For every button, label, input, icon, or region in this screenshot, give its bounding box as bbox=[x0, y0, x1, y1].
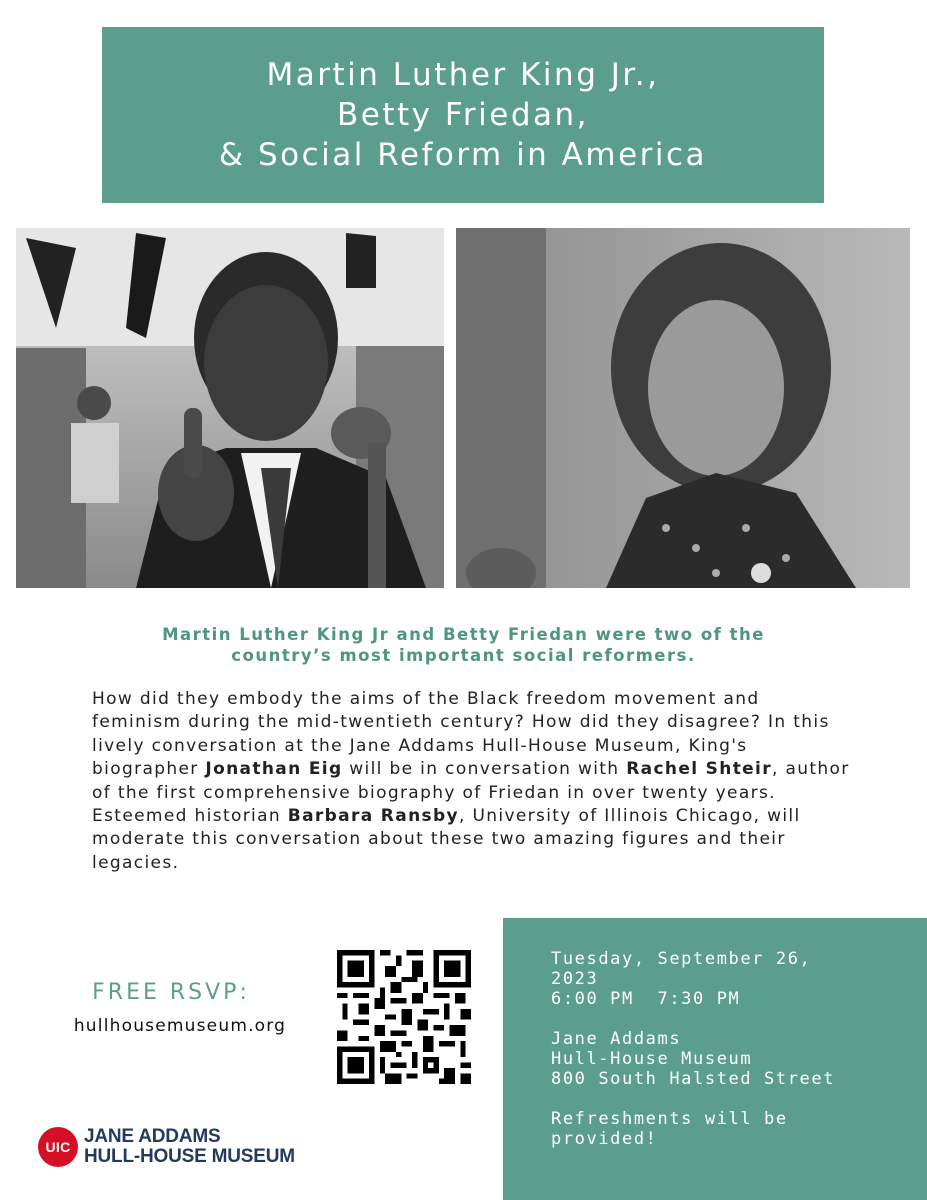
friedan-photo bbox=[456, 228, 910, 588]
logo-line-1: JANE ADDAMS bbox=[84, 1126, 221, 1147]
event-date-line-1: Tuesday, September 26, bbox=[551, 949, 812, 969]
refreshments-note-2: provided! bbox=[551, 1129, 658, 1149]
title-banner bbox=[102, 27, 824, 203]
subhead-line-2: country’s most important social reformers. bbox=[231, 646, 696, 665]
uic-logo-badge: UIC bbox=[38, 1127, 78, 1167]
logo-line-2: HULL-HOUSE MUSEUM bbox=[84, 1146, 295, 1167]
desc-part-1: How did they embody the aims of the Black freedom movement and feminism during the mid-twentieth century? How did they disagree? In this lively conversation at the Jane Addams Hull-House Museum, King's biographer bbox=[92, 689, 830, 780]
title-line-2: Betty Friedan, bbox=[336, 97, 590, 133]
event-time: 6:00 PM 7:30 PM bbox=[551, 989, 741, 1009]
moderator-name-ransby: Barbara Ransby bbox=[287, 806, 459, 827]
venue-address: 800 South Halsted Street bbox=[551, 1069, 836, 1089]
qr-code-icon[interactable] bbox=[337, 950, 471, 1084]
logo-wordmark bbox=[84, 1127, 295, 1167]
event-description bbox=[92, 688, 852, 875]
event-details-panel bbox=[503, 918, 927, 1200]
event-date-line-2: 2023 bbox=[551, 969, 599, 989]
museum-logo bbox=[38, 1124, 295, 1170]
venue-line-1: Jane Addams bbox=[551, 1029, 682, 1049]
title-line-1: Martin Luther King Jr., bbox=[266, 57, 660, 93]
speaker-name-eig: Jonathan Eig bbox=[205, 759, 343, 780]
title-line-3: & Social Reform in America bbox=[218, 137, 708, 173]
venue-line-2: Hull-House Museum bbox=[551, 1049, 753, 1069]
speaker-name-shteir: Rachel Shteir bbox=[626, 759, 772, 780]
rsvp-label: FREE RSVP: bbox=[92, 980, 250, 1005]
mlk-photo bbox=[16, 228, 444, 588]
desc-part-2: will be in conversation with bbox=[342, 759, 627, 780]
subheadline bbox=[40, 624, 887, 666]
subhead-line-1: Martin Luther King Jr and Betty Friedan were two of the bbox=[162, 625, 765, 644]
desc-part-3: , author of the first comprehensive biography of Friedan in over twenty years. Esteemed historian bbox=[92, 759, 850, 827]
refreshments-note-1: Refreshments will be bbox=[551, 1109, 788, 1129]
desc-part-4: , University of Illinois Chicago, will moderate this conversation about these two amazing figures and their legacies. bbox=[92, 806, 801, 873]
rsvp-link[interactable]: hullhousemuseum.org bbox=[73, 1016, 287, 1036]
